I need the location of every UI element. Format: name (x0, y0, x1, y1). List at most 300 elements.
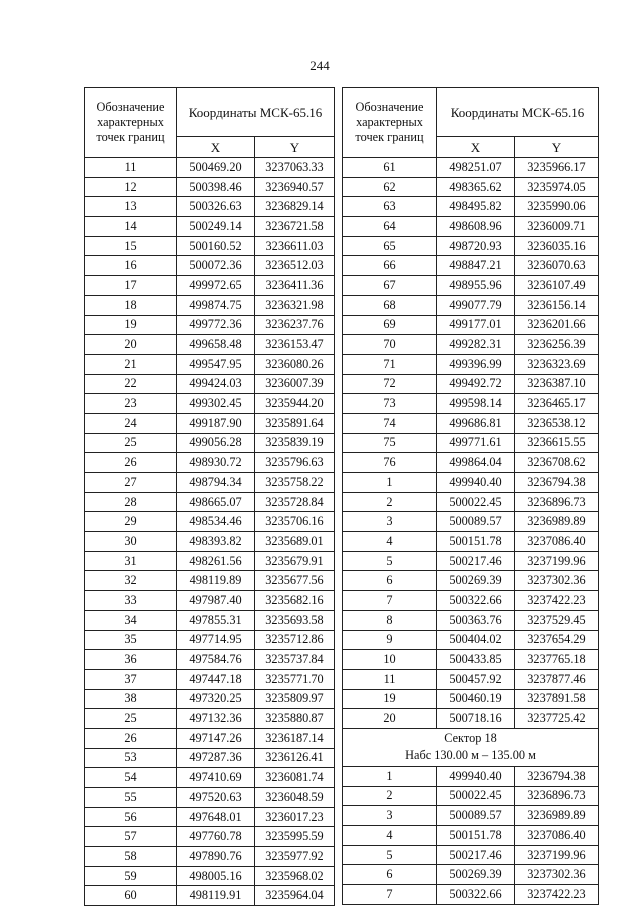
x-coordinate-cell: 499940.40 (437, 473, 515, 493)
x-coordinate-cell: 499772.36 (177, 315, 255, 335)
x-coordinate-cell: 498847.21 (437, 256, 515, 276)
x-coordinate-cell: 498495.82 (437, 197, 515, 217)
x-coordinate-cell: 497648.01 (177, 807, 255, 827)
header-coords-label: Координаты МСК-65.16 (177, 88, 335, 137)
section-header-cell (343, 728, 599, 766)
point-id-cell: 13 (85, 197, 177, 217)
x-coordinate-cell: 499547.95 (177, 354, 255, 374)
table-row (343, 512, 599, 532)
y-coordinate-cell: 3235891.64 (255, 413, 335, 433)
x-coordinate-cell: 500089.57 (437, 512, 515, 532)
x-coordinate-cell: 500089.57 (437, 806, 515, 826)
y-coordinate-cell: 3235689.01 (255, 532, 335, 552)
table-row (85, 177, 335, 197)
x-coordinate-cell: 498930.72 (177, 453, 255, 473)
point-id-cell: 6 (343, 865, 437, 885)
x-coordinate-cell: 500022.45 (437, 786, 515, 806)
x-coordinate-cell: 498393.82 (177, 532, 255, 552)
y-coordinate-cell: 3236989.89 (515, 806, 599, 826)
y-coordinate-cell: 3237086.40 (515, 826, 599, 846)
point-id-cell: 9 (343, 630, 437, 650)
y-coordinate-cell: 3235693.58 (255, 610, 335, 630)
point-id-cell: 67 (343, 276, 437, 296)
y-coordinate-cell: 3235679.91 (255, 551, 335, 571)
point-id-cell: 22 (85, 374, 177, 394)
y-coordinate-cell: 3237422.23 (515, 885, 599, 905)
y-coordinate-cell: 3236081.74 (255, 768, 335, 788)
x-coordinate-cell: 497447.18 (177, 669, 255, 689)
table-row (85, 374, 335, 394)
table-row (85, 788, 335, 808)
y-coordinate-cell: 3236009.71 (515, 217, 599, 237)
table-row (85, 669, 335, 689)
x-coordinate-cell: 497132.36 (177, 709, 255, 729)
point-id-cell: 4 (343, 532, 437, 552)
table-row (85, 512, 335, 532)
y-coordinate-cell: 3235964.04 (255, 886, 335, 906)
table-row (343, 492, 599, 512)
table-row (85, 827, 335, 847)
table-row (343, 689, 599, 709)
point-id-cell: 55 (85, 788, 177, 808)
table-row (85, 768, 335, 788)
x-coordinate-cell: 500151.78 (437, 532, 515, 552)
point-id-cell: 54 (85, 768, 177, 788)
x-coordinate-cell: 499864.04 (437, 453, 515, 473)
x-coordinate-cell: 499940.40 (437, 766, 515, 786)
x-coordinate-cell: 498251.07 (437, 158, 515, 178)
point-id-cell: 31 (85, 551, 177, 571)
table-row (343, 826, 599, 846)
table-row (85, 315, 335, 335)
header-coords-label: Координаты МСК-65.16 (437, 88, 599, 137)
y-coordinate-cell: 3235809.97 (255, 689, 335, 709)
point-id-cell: 76 (343, 453, 437, 473)
y-coordinate-cell: 3236017.23 (255, 807, 335, 827)
point-id-cell: 26 (85, 453, 177, 473)
point-id-cell: 63 (343, 197, 437, 217)
table-row (343, 315, 599, 335)
y-coordinate-cell: 3236721.58 (255, 217, 335, 237)
x-coordinate-cell: 500322.66 (437, 591, 515, 611)
point-id-cell: 12 (85, 177, 177, 197)
y-coordinate-cell: 3235682.16 (255, 591, 335, 611)
table-row (343, 335, 599, 355)
y-coordinate-cell: 3236896.73 (515, 492, 599, 512)
x-coordinate-cell: 499686.81 (437, 413, 515, 433)
y-coordinate-cell: 3236007.39 (255, 374, 335, 394)
point-id-cell: 11 (343, 669, 437, 689)
table-row (343, 591, 599, 611)
point-id-cell: 3 (343, 512, 437, 532)
point-id-cell: 23 (85, 394, 177, 414)
x-coordinate-cell: 500322.66 (437, 885, 515, 905)
table-row (343, 650, 599, 670)
x-coordinate-cell: 499658.48 (177, 335, 255, 355)
y-coordinate-cell: 3237302.36 (515, 571, 599, 591)
x-coordinate-cell: 499302.45 (177, 394, 255, 414)
point-id-cell: 75 (343, 433, 437, 453)
point-id-cell: 15 (85, 236, 177, 256)
x-coordinate-cell: 497760.78 (177, 827, 255, 847)
x-coordinate-cell: 500433.85 (437, 650, 515, 670)
x-coordinate-cell: 497147.26 (177, 728, 255, 748)
table-row (85, 394, 335, 414)
point-id-cell: 17 (85, 276, 177, 296)
x-coordinate-cell: 498665.07 (177, 492, 255, 512)
y-coordinate-cell: 3237063.33 (255, 158, 335, 178)
table-row (343, 217, 599, 237)
point-id-cell: 2 (343, 492, 437, 512)
point-id-cell: 68 (343, 295, 437, 315)
table-row (85, 630, 335, 650)
x-coordinate-cell: 500404.02 (437, 630, 515, 650)
x-coordinate-cell: 500460.19 (437, 689, 515, 709)
page-number: 244 (310, 58, 330, 73)
y-coordinate-cell: 3237422.23 (515, 591, 599, 611)
point-id-cell: 18 (85, 295, 177, 315)
point-id-cell: 59 (85, 866, 177, 886)
x-coordinate-cell: 499874.75 (177, 295, 255, 315)
y-coordinate-cell: 3236323.69 (515, 354, 599, 374)
table-row (85, 571, 335, 591)
y-coordinate-cell: 3236256.39 (515, 335, 599, 355)
table-row (343, 197, 599, 217)
y-coordinate-cell: 3237199.96 (515, 845, 599, 865)
y-coordinate-cell: 3237529.45 (515, 610, 599, 630)
table-row (343, 532, 599, 552)
x-coordinate-cell: 499282.31 (437, 335, 515, 355)
x-coordinate-cell: 498608.96 (437, 217, 515, 237)
x-coordinate-cell: 499396.99 (437, 354, 515, 374)
x-coordinate-cell: 500457.92 (437, 669, 515, 689)
x-coordinate-cell: 499177.01 (437, 315, 515, 335)
y-coordinate-cell: 3235712.86 (255, 630, 335, 650)
y-coordinate-cell: 3237765.18 (515, 650, 599, 670)
y-coordinate-cell: 3236538.12 (515, 413, 599, 433)
table-row (343, 551, 599, 571)
y-coordinate-cell: 3235728.84 (255, 492, 335, 512)
point-id-cell: 7 (343, 885, 437, 905)
table-row (85, 591, 335, 611)
point-id-cell: 70 (343, 335, 437, 355)
y-coordinate-cell: 3236940.57 (255, 177, 335, 197)
table-row (85, 158, 335, 178)
point-id-cell: 24 (85, 413, 177, 433)
y-coordinate-cell: 3236321.98 (255, 295, 335, 315)
table-row (85, 295, 335, 315)
y-coordinate-cell: 3235977.92 (255, 847, 335, 867)
point-id-cell: 14 (85, 217, 177, 237)
header-y-label: Y (515, 137, 599, 158)
y-coordinate-cell: 3237086.40 (515, 532, 599, 552)
y-coordinate-cell: 3236465.17 (515, 394, 599, 414)
x-coordinate-cell: 499771.61 (437, 433, 515, 453)
point-id-cell: 4 (343, 826, 437, 846)
table-row (343, 236, 599, 256)
x-coordinate-cell: 498261.56 (177, 551, 255, 571)
point-id-cell: 21 (85, 354, 177, 374)
y-coordinate-cell: 3236896.73 (515, 786, 599, 806)
x-coordinate-cell: 498119.91 (177, 886, 255, 906)
point-id-cell: 25 (85, 433, 177, 453)
y-coordinate-cell: 3237302.36 (515, 865, 599, 885)
table-row (85, 217, 335, 237)
x-coordinate-cell: 499598.14 (437, 394, 515, 414)
point-id-cell: 3 (343, 806, 437, 826)
table-row (85, 807, 335, 827)
table-row (343, 158, 599, 178)
table-row (343, 630, 599, 650)
y-coordinate-cell: 3237877.46 (515, 669, 599, 689)
y-coordinate-cell: 3237199.96 (515, 551, 599, 571)
y-coordinate-cell: 3236201.66 (515, 315, 599, 335)
point-id-cell: 26 (85, 728, 177, 748)
y-coordinate-cell: 3235796.63 (255, 453, 335, 473)
x-coordinate-cell: 500469.20 (177, 158, 255, 178)
x-coordinate-cell: 497855.31 (177, 610, 255, 630)
table-row (343, 610, 599, 630)
point-id-cell: 37 (85, 669, 177, 689)
y-coordinate-cell: 3236107.49 (515, 276, 599, 296)
y-coordinate-cell: 3236080.26 (255, 354, 335, 374)
point-id-cell: 7 (343, 591, 437, 611)
x-coordinate-cell: 497584.76 (177, 650, 255, 670)
x-coordinate-cell: 498720.93 (437, 236, 515, 256)
x-coordinate-cell: 500363.76 (437, 610, 515, 630)
y-coordinate-cell: 3236237.76 (255, 315, 335, 335)
x-coordinate-cell: 500072.36 (177, 256, 255, 276)
table-row (343, 845, 599, 865)
table-row (85, 256, 335, 276)
point-id-cell: 73 (343, 394, 437, 414)
table-row (343, 374, 599, 394)
table-row (343, 433, 599, 453)
table-row (85, 689, 335, 709)
y-coordinate-cell: 3235758.22 (255, 473, 335, 493)
section-header-row (343, 728, 599, 766)
y-coordinate-cell: 3236156.14 (515, 295, 599, 315)
point-id-cell: 29 (85, 512, 177, 532)
table-row (85, 847, 335, 867)
section-subtitle: Набс 130.00 м – 135.00 м (405, 748, 536, 763)
x-coordinate-cell: 499077.79 (437, 295, 515, 315)
x-coordinate-cell: 500398.46 (177, 177, 255, 197)
table-row (343, 786, 599, 806)
y-coordinate-cell: 3236611.03 (255, 236, 335, 256)
x-coordinate-cell: 499187.90 (177, 413, 255, 433)
y-coordinate-cell: 3237725.42 (515, 709, 599, 729)
header-x-label: X (437, 137, 515, 158)
table-row (343, 453, 599, 473)
y-coordinate-cell: 3237891.58 (515, 689, 599, 709)
point-id-cell: 64 (343, 217, 437, 237)
x-coordinate-cell: 500718.16 (437, 709, 515, 729)
point-id-cell: 5 (343, 551, 437, 571)
x-coordinate-cell: 499492.72 (437, 374, 515, 394)
x-coordinate-cell: 497320.25 (177, 689, 255, 709)
point-id-cell: 16 (85, 256, 177, 276)
point-id-cell: 34 (85, 610, 177, 630)
x-coordinate-cell: 500160.52 (177, 236, 255, 256)
y-coordinate-cell: 3236829.14 (255, 197, 335, 217)
point-id-cell: 57 (85, 827, 177, 847)
table-row (85, 473, 335, 493)
x-coordinate-cell: 500269.39 (437, 865, 515, 885)
x-coordinate-cell: 498794.34 (177, 473, 255, 493)
point-id-cell: 60 (85, 886, 177, 906)
y-coordinate-cell: 3236153.47 (255, 335, 335, 355)
x-coordinate-cell: 497987.40 (177, 591, 255, 611)
x-coordinate-cell: 500269.39 (437, 571, 515, 591)
point-id-cell: 62 (343, 177, 437, 197)
point-id-cell: 36 (85, 650, 177, 670)
table-row (343, 177, 599, 197)
y-coordinate-cell: 3236035.16 (515, 236, 599, 256)
x-coordinate-cell: 500151.78 (437, 826, 515, 846)
table-row (343, 806, 599, 826)
x-coordinate-cell: 497714.95 (177, 630, 255, 650)
y-coordinate-cell: 3236387.10 (515, 374, 599, 394)
x-coordinate-cell: 500217.46 (437, 845, 515, 865)
point-id-cell: 56 (85, 807, 177, 827)
point-id-cell: 20 (85, 335, 177, 355)
table-row (85, 650, 335, 670)
point-id-cell: 2 (343, 786, 437, 806)
point-id-cell: 65 (343, 236, 437, 256)
y-coordinate-cell: 3236070.63 (515, 256, 599, 276)
x-coordinate-cell: 498005.16 (177, 866, 255, 886)
x-coordinate-cell: 497890.76 (177, 847, 255, 867)
point-id-cell: 5 (343, 845, 437, 865)
table-row (85, 886, 335, 906)
table-row (343, 865, 599, 885)
table-row (343, 473, 599, 493)
y-coordinate-cell: 3235737.84 (255, 650, 335, 670)
x-coordinate-cell: 498365.62 (437, 177, 515, 197)
table-row (343, 571, 599, 591)
table-body-right (343, 158, 599, 905)
y-coordinate-cell: 3235677.56 (255, 571, 335, 591)
x-coordinate-cell: 498955.96 (437, 276, 515, 296)
table-row (343, 256, 599, 276)
table-body-left (85, 158, 335, 906)
point-id-cell: 69 (343, 315, 437, 335)
y-coordinate-cell: 3236411.36 (255, 276, 335, 296)
x-coordinate-cell: 498534.46 (177, 512, 255, 532)
table-row (85, 236, 335, 256)
table-row (85, 492, 335, 512)
x-coordinate-cell: 499972.65 (177, 276, 255, 296)
point-id-cell: 11 (85, 158, 177, 178)
point-id-cell: 1 (343, 473, 437, 493)
table-row (343, 394, 599, 414)
table-row (343, 354, 599, 374)
point-id-cell: 32 (85, 571, 177, 591)
y-coordinate-cell: 3235995.59 (255, 827, 335, 847)
y-coordinate-cell: 3235966.17 (515, 158, 599, 178)
y-coordinate-cell: 3236989.89 (515, 512, 599, 532)
point-id-cell: 71 (343, 354, 437, 374)
point-id-cell: 72 (343, 374, 437, 394)
table-row (85, 276, 335, 296)
y-coordinate-cell: 3235944.20 (255, 394, 335, 414)
x-coordinate-cell: 498119.89 (177, 571, 255, 591)
table-row (343, 709, 599, 729)
y-coordinate-cell: 3235990.06 (515, 197, 599, 217)
header-y-label: Y (255, 137, 335, 158)
table-row (85, 551, 335, 571)
point-id-cell: 53 (85, 748, 177, 768)
point-id-cell: 61 (343, 158, 437, 178)
table-row (343, 413, 599, 433)
y-coordinate-cell: 3236048.59 (255, 788, 335, 808)
point-id-cell: 30 (85, 532, 177, 552)
table-row (85, 413, 335, 433)
point-id-cell: 38 (85, 689, 177, 709)
point-id-cell: 10 (343, 650, 437, 670)
header-point-label: Обозначение характерных точек границ (85, 88, 177, 158)
x-coordinate-cell: 499424.03 (177, 374, 255, 394)
table-row (85, 748, 335, 768)
y-coordinate-cell: 3235968.02 (255, 866, 335, 886)
header-x-label: X (177, 137, 255, 158)
y-coordinate-cell: 3235706.16 (255, 512, 335, 532)
table-row (85, 433, 335, 453)
y-coordinate-cell: 3236126.41 (255, 748, 335, 768)
point-id-cell: 35 (85, 630, 177, 650)
header-point-label: Обозначение характерных точек границ (343, 88, 437, 158)
table-row (85, 354, 335, 374)
table-row (85, 728, 335, 748)
table-row (85, 335, 335, 355)
y-coordinate-cell: 3235974.05 (515, 177, 599, 197)
table-row (85, 453, 335, 473)
section-title: Сектор 18 (444, 731, 497, 746)
x-coordinate-cell: 497410.69 (177, 768, 255, 788)
point-id-cell: 1 (343, 766, 437, 786)
y-coordinate-cell: 3236794.38 (515, 473, 599, 493)
point-id-cell: 33 (85, 591, 177, 611)
x-coordinate-cell: 497287.36 (177, 748, 255, 768)
point-id-cell: 20 (343, 709, 437, 729)
y-coordinate-cell: 3236512.03 (255, 256, 335, 276)
table-row (343, 885, 599, 905)
table-row (343, 295, 599, 315)
point-id-cell: 19 (343, 689, 437, 709)
table-row (85, 709, 335, 729)
table-row (343, 669, 599, 689)
x-coordinate-cell: 499056.28 (177, 433, 255, 453)
point-id-cell: 28 (85, 492, 177, 512)
table-row (343, 766, 599, 786)
x-coordinate-cell: 500249.14 (177, 217, 255, 237)
coordinates-table-right (342, 87, 599, 905)
y-coordinate-cell: 3236708.62 (515, 453, 599, 473)
point-id-cell: 74 (343, 413, 437, 433)
point-id-cell: 6 (343, 571, 437, 591)
table-row (85, 866, 335, 886)
table-row (85, 197, 335, 217)
y-coordinate-cell: 3236187.14 (255, 728, 335, 748)
table-row (343, 276, 599, 296)
point-id-cell: 27 (85, 473, 177, 493)
point-id-cell: 19 (85, 315, 177, 335)
y-coordinate-cell: 3235771.70 (255, 669, 335, 689)
y-coordinate-cell: 3237654.29 (515, 630, 599, 650)
table-row (85, 610, 335, 630)
point-id-cell: 66 (343, 256, 437, 276)
